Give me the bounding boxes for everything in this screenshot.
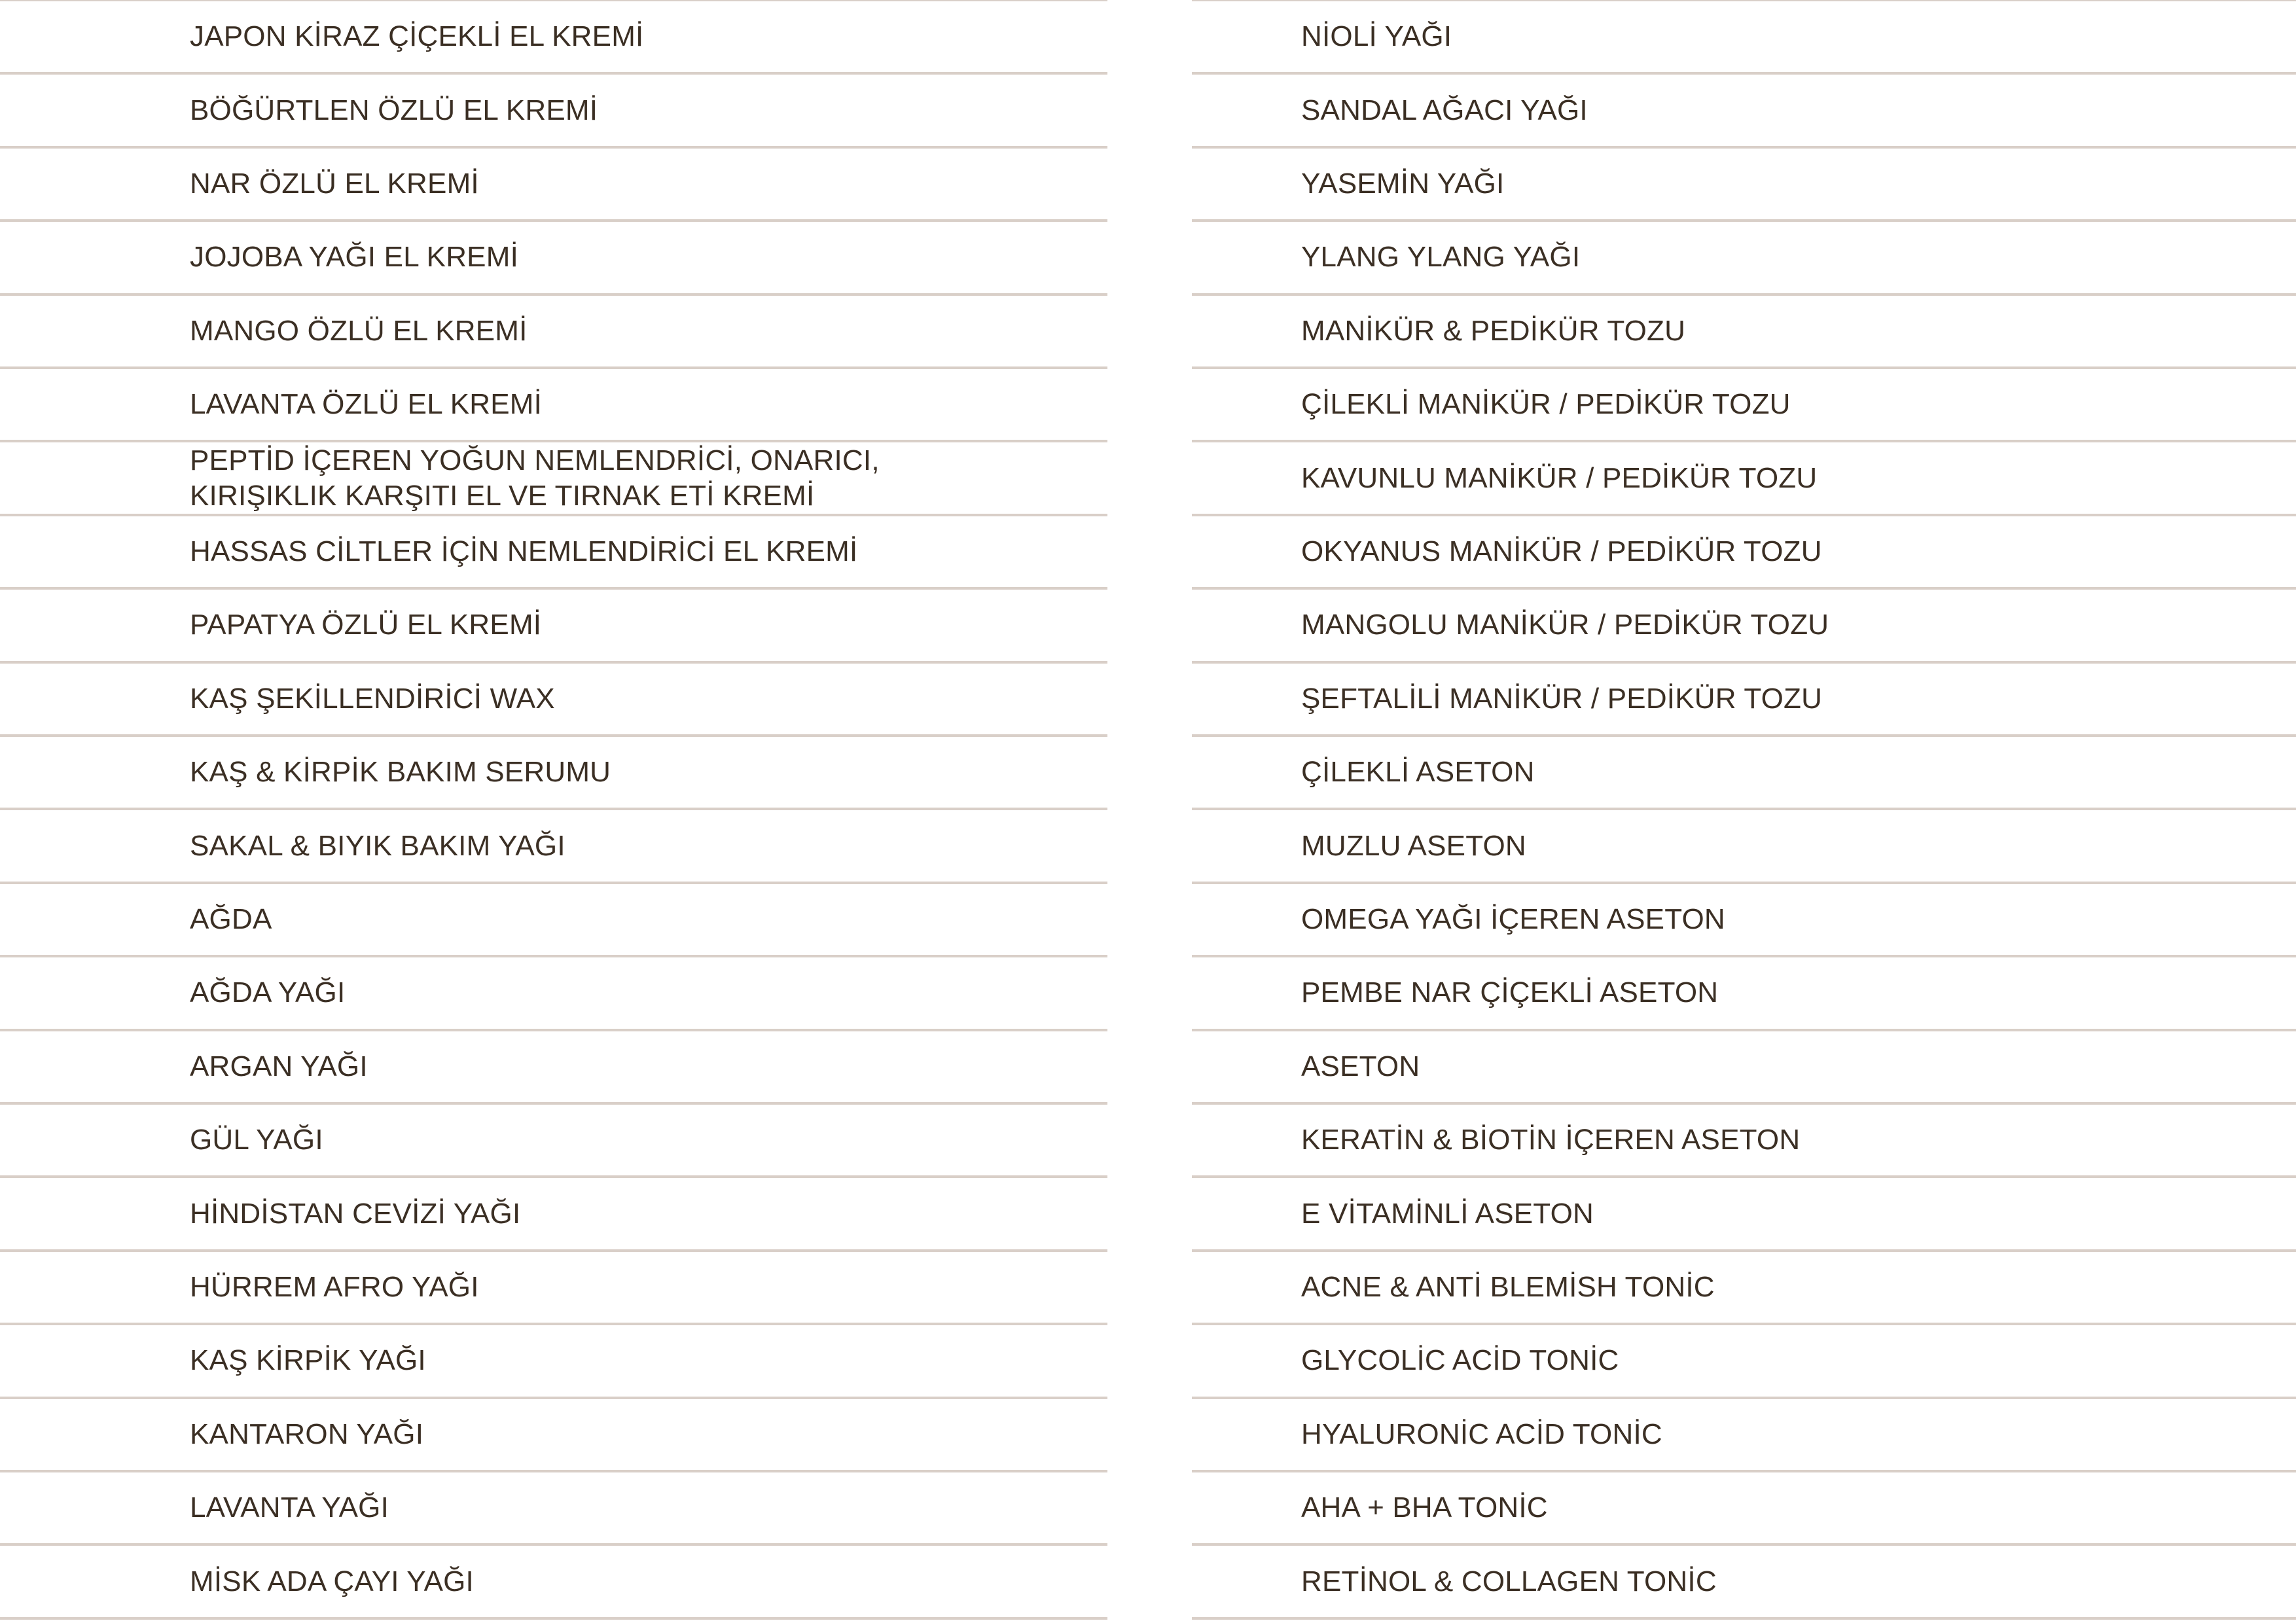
list-item: [0, 662, 1107, 736]
product-name: MANİKÜR & PEDİKÜR TOZU: [1301, 314, 1686, 347]
list-item: [0, 1544, 1107, 1618]
list-item: [1192, 1544, 2296, 1618]
product-name: KERATİN & BİOTİN İÇEREN ASETON: [1301, 1124, 1801, 1156]
list-item: [0, 1398, 1107, 1471]
product-name: ÇİLEKLİ MANİKÜR / PEDİKÜR TOZU: [1301, 388, 1791, 421]
product-name: MUZLU ASETON: [1301, 829, 1526, 862]
product-name: SAKAL & BIYIK BAKIM YAĞI: [190, 829, 565, 862]
list-item: [0, 294, 1107, 368]
product-name: MANGOLU MANİKÜR / PEDİKÜR TOZU: [1301, 609, 1829, 641]
product-name: KANTARON YAĞI: [190, 1418, 424, 1450]
list-item: [1192, 1103, 2296, 1177]
product-name: AHA + BHA TONİC: [1301, 1491, 1548, 1524]
product-name: AĞDA: [190, 902, 272, 935]
list-item: [1192, 294, 2296, 368]
product-name: PEMBE NAR ÇİÇEKLİ ASETON: [1301, 976, 1719, 1009]
product-name: NAR ÖZLÜ EL KREMİ: [190, 167, 479, 200]
product-name: ASETON: [1301, 1050, 1420, 1082]
product-name: PAPATYA ÖZLÜ EL KREMİ: [190, 609, 542, 641]
product-name: KAVUNLU MANİKÜR / PEDİKÜR TOZU: [1301, 461, 1818, 494]
list-item: [1192, 956, 2296, 1029]
product-name: MİSK ADA ÇAYI YAĞI: [190, 1565, 474, 1597]
list-item: [1192, 0, 2296, 73]
list-item: [1192, 1251, 2296, 1324]
list-item: [0, 736, 1107, 809]
product-name: ÇİLEKLİ ASETON: [1301, 756, 1535, 789]
product-name: JOJOBA YAĞI EL KREMİ: [190, 241, 519, 274]
list-item: [1192, 221, 2296, 294]
list-item: [0, 1324, 1107, 1397]
product-name: ACNE & ANTİ BLEMİSH TONİC: [1301, 1270, 1715, 1303]
list-item: [0, 368, 1107, 441]
product-name: HÜRREM AFRO YAĞI: [190, 1270, 479, 1303]
list-item: [0, 1177, 1107, 1250]
product-name: PEPTİD İÇEREN YOĞUN NEMLENDRİCİ, ONARICI, KIRIŞIKLIK KARŞITI EL VE TIRNAK ETİ KREMİ: [190, 444, 880, 512]
list-item: [0, 1471, 1107, 1544]
list-item: [1192, 736, 2296, 809]
product-name: YLANG YLANG YAĞI: [1301, 241, 1581, 274]
list-item: [1192, 1471, 2296, 1544]
list-item: [0, 147, 1107, 221]
product-name: KAŞ ŞEKİLLENDİRİCİ WAX: [190, 682, 555, 715]
list-item: [1192, 73, 2296, 147]
list-item: [1192, 883, 2296, 956]
product-name: ŞEFTALİLİ MANİKÜR / PEDİKÜR TOZU: [1301, 682, 1823, 715]
product-name: LAVANTA YAĞI: [190, 1491, 389, 1524]
product-name: GLYCOLİC ACİD TONİC: [1301, 1344, 1619, 1377]
product-name: NİOLİ YAĞI: [1301, 20, 1452, 53]
list-item: [0, 441, 1107, 514]
product-name: MANGO ÖZLÜ EL KREMİ: [190, 314, 528, 347]
product-name: OKYANUS MANİKÜR / PEDİKÜR TOZU: [1301, 535, 1822, 567]
list-item: [1192, 588, 2296, 662]
list-item: [0, 883, 1107, 956]
product-list-left: [0, 0, 1107, 1623]
product-name: AĞDA YAĞI: [190, 976, 346, 1009]
product-name: SANDAL AĞACI YAĞI: [1301, 94, 1588, 126]
product-name: BÖĞÜRTLEN ÖZLÜ EL KREMİ: [190, 94, 598, 126]
product-name: YASEMİN YAĞI: [1301, 167, 1505, 200]
product-name: RETİNOL & COLLAGEN TONİC: [1301, 1565, 1717, 1597]
list-item: [1192, 147, 2296, 221]
list-item: [0, 221, 1107, 294]
product-name: E VİTAMİNLİ ASETON: [1301, 1197, 1594, 1230]
product-name: ARGAN YAĞI: [190, 1050, 368, 1082]
product-name: LAVANTA ÖZLÜ EL KREMİ: [190, 388, 543, 421]
list-item: [0, 956, 1107, 1029]
product-name: HASSAS CİLTLER İÇİN NEMLENDİRİCİ EL KREMİ: [190, 535, 858, 567]
product-name: JAPON KİRAZ ÇİÇEKLİ EL KREMİ: [190, 20, 644, 53]
list-item: [1192, 1030, 2296, 1103]
list-item: [0, 588, 1107, 662]
list-item: [1192, 1177, 2296, 1250]
product-name: GÜL YAĞI: [190, 1124, 323, 1156]
list-item: [1192, 441, 2296, 514]
list-item: [0, 515, 1107, 588]
product-name: HİNDİSTAN CEVİZİ YAĞI: [190, 1197, 521, 1230]
product-list-right: [1192, 0, 2296, 1623]
list-item: [0, 73, 1107, 147]
list-item: [1192, 1398, 2296, 1471]
product-name: HYALURONİC ACİD TONİC: [1301, 1418, 1662, 1450]
product-name: KAŞ & KİRPİK BAKIM SERUMU: [190, 756, 611, 789]
list-item: [1192, 809, 2296, 882]
list-item: [0, 1251, 1107, 1324]
product-name: KAŞ KİRPİK YAĞI: [190, 1344, 426, 1377]
list-item: [1192, 368, 2296, 441]
product-name: OMEGA YAĞI İÇEREN ASETON: [1301, 902, 1725, 935]
list-item: [0, 1030, 1107, 1103]
list-item: [1192, 662, 2296, 736]
list-item: [1192, 1324, 2296, 1397]
list-item: [0, 809, 1107, 882]
list-item: [1192, 515, 2296, 588]
list-item: [0, 1103, 1107, 1177]
list-item: [0, 0, 1107, 73]
